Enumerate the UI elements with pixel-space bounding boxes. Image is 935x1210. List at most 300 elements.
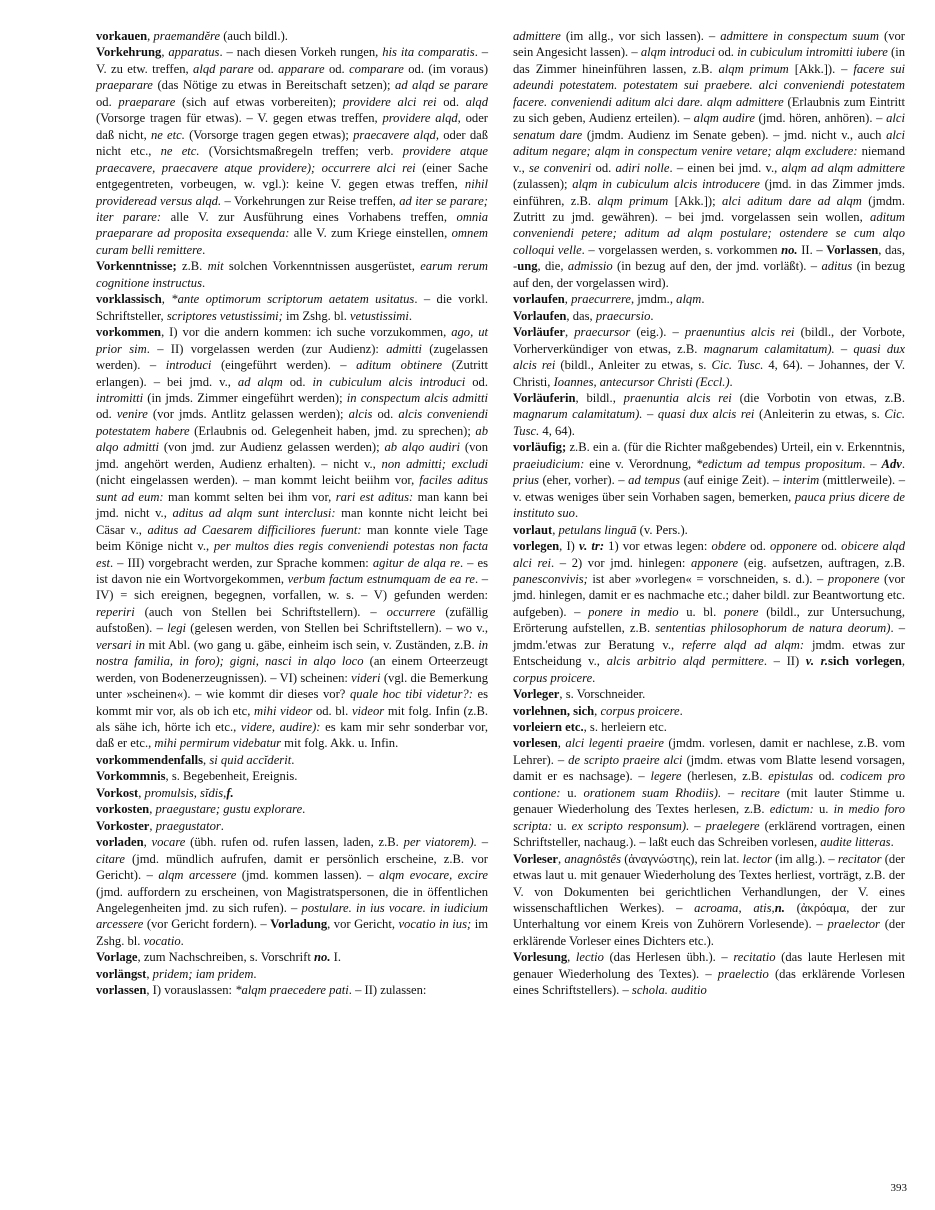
dictionary-entry xyxy=(513,308,905,324)
gloss-text: (einer Sache entgegentreten, vorbeugen, w. vgl.): keine V. gegen etwas treffen, xyxy=(96,160,489,192)
latin-text: praeiudicium: xyxy=(513,456,585,471)
headword: vorkommendenfalls xyxy=(96,752,204,767)
latin-text: mihi videor xyxy=(254,703,313,718)
gloss-text: (jmdm. Zutritt zu jmd. gewähren). – bei jmd. vorgelassen sein wollen, xyxy=(513,193,905,224)
latin-text: alci senatum dare xyxy=(513,111,905,142)
gloss-text: . – IV) = sich ereignen, begegnen, vorfallen, w. s. – V) gefunden werden: xyxy=(96,571,489,603)
headword: Vorkenntnisse; xyxy=(96,259,177,274)
latin-text: ago, ut prior sim xyxy=(96,325,488,356)
dictionary-entry xyxy=(513,324,905,390)
gloss-text: [Akk.]). – xyxy=(788,61,854,76)
latin-text: admittere xyxy=(513,29,561,43)
gloss-text: z.B. ein a. (für die Richter maßgebendes) Urteil, ein v. Erkenntnis, xyxy=(566,440,905,455)
latin-text: mit xyxy=(207,259,224,274)
gloss-text: (in das Zimmer hineinführen lassen, z.B. xyxy=(513,45,906,76)
latin-text: ad iter se parare; iter parare: xyxy=(96,193,488,224)
gloss-text: (von jmd. zur Audienz gelassen werden); xyxy=(158,440,385,455)
gloss-text: (jmd. auffordern zu erscheinen, von Magistratspersonen, die in öffentlichen Angelegenheiten jmd. zu sich rufen). – xyxy=(96,884,488,916)
gloss-text: (an einem Orteerzeugt werden, von Bodenerzeugnissen). – VI) scheinen: xyxy=(96,654,488,685)
gloss-text: (auch von Stellen bei Schriftstellern). – xyxy=(134,604,387,619)
latin-text: magnarum calamitatum). – quasi dux alcis rei xyxy=(513,407,755,422)
gloss-text: (vor Gericht fordern). – xyxy=(143,917,271,932)
gloss-text: od. xyxy=(591,160,616,175)
gloss-text: . xyxy=(202,242,206,257)
latin-text: orationem suam Rhodiis). – recitare xyxy=(583,785,780,800)
grammar-abbrev: f. xyxy=(226,785,234,800)
latin-text: pauca prius dicere de instituto suo xyxy=(513,489,905,521)
latin-text: praelectio xyxy=(717,966,769,981)
gloss-text: (jmd. hören, anhören). – xyxy=(754,111,887,126)
gloss-text: (in bezug auf den, der jmd. vorläßt). – xyxy=(612,259,822,274)
gloss-text: , xyxy=(901,654,905,669)
latin-text: aditus ad Caesarem difficiliores fuerunt: xyxy=(147,522,362,537)
latin-text: praecursio xyxy=(595,308,651,323)
headword: vorlesen xyxy=(513,736,558,751)
gloss-text: (eingeführt werden). – xyxy=(211,358,357,373)
gloss-text: . xyxy=(408,308,412,323)
gloss-text: (bildl., Anleiter zu etwas, s. xyxy=(555,358,712,373)
dictionary-entry xyxy=(96,324,488,752)
latin-text: praelector xyxy=(827,917,880,932)
gloss-text: od. xyxy=(253,61,279,76)
gloss-text: (erklärend vortragen, einen Schriftsteller, nachaug.). – laßt euch das Schreiben vorlesen, xyxy=(513,818,905,850)
dictionary-entry xyxy=(513,28,905,291)
gloss-text: I. xyxy=(330,950,341,965)
latin-text: ab alqo audiri xyxy=(384,440,461,455)
gloss-text: , xyxy=(567,950,576,965)
gloss-text: man kann bei jmd. nicht v., xyxy=(96,489,488,521)
headword: Vorladung xyxy=(270,917,328,932)
gloss-text: (vor sein Angesicht lassen). – xyxy=(513,29,905,60)
gloss-text: (die Vorbotin von etwas, z.B. xyxy=(731,390,905,405)
dictionary-entry xyxy=(96,291,488,324)
gloss-text: (sich auf etwas vorbereiten); xyxy=(175,94,343,109)
latin-text: in medio foro scripta: xyxy=(513,802,905,833)
gloss-text: , xyxy=(161,45,169,60)
gloss-text: man konnte nicht leicht bei Cäsar v., xyxy=(96,506,488,537)
latin-text: alcis xyxy=(348,407,373,422)
dictionary-entry xyxy=(513,719,905,735)
latin-text: sententias philosophorum de natura deorum) xyxy=(655,621,891,636)
latin-text: alci legenti praeire xyxy=(565,736,664,751)
latin-text: epistulas xyxy=(768,769,814,784)
left-column xyxy=(96,28,488,999)
latin-text: praenuntius alcis rei xyxy=(684,325,795,340)
gloss-text: (Vorsorge tragen gegen etwas); xyxy=(184,127,354,142)
headword: vorkommen xyxy=(96,325,162,340)
gloss-text: , xyxy=(149,802,156,817)
latin-text: praegustare; gustu explorare xyxy=(155,802,303,817)
dictionary-entry xyxy=(513,851,905,950)
gloss-text: , xyxy=(557,736,566,751)
latin-text: alqm evocare, excire xyxy=(379,868,489,883)
headword: vorkosten xyxy=(96,802,150,817)
gloss-text: alle V. zur Ausführung eines Vorhabens treffen, xyxy=(161,209,457,224)
gloss-text: . xyxy=(592,670,596,685)
headword: Vorlassen xyxy=(826,242,879,257)
gloss-text: (der etwas laut u. mit genauer Wiederholung des Textes herliest, vorträgt, z.B. der V. von Dokumenten bei gerichtlichen Verhandlungen, der V. eines wissenschaftlichen Werkes). – xyxy=(513,851,905,916)
dictionary-entry xyxy=(96,258,488,291)
gloss-text: (vgl. die Bemerkung unter »scheinen«). – wie kommt dir dieses vor? xyxy=(96,670,488,702)
gloss-text: . xyxy=(253,966,257,981)
dictionary-entry xyxy=(96,818,488,834)
latin-text: ex scripto responsum). – praelegere xyxy=(571,818,760,833)
latin-text: omnem curam belli remittere xyxy=(96,226,488,257)
gloss-text: u. xyxy=(813,802,834,817)
latin-text: obdere xyxy=(711,539,746,554)
gloss-text: man kommt selten bei ihm vor, xyxy=(163,489,336,504)
latin-text: corpus proicere xyxy=(513,670,593,685)
gloss-text: solchen Vorkenntnissen ausgerüstet, xyxy=(223,259,421,274)
gloss-text: (zufällig aufstoßen). – xyxy=(96,604,488,636)
gloss-text: . – 2) vor jmd. hinlegen: xyxy=(551,555,692,570)
gloss-text: (nicht eingelassen werden). – man kommt leicht beiihm vor, xyxy=(96,473,420,488)
gloss-text: [Akk.]); xyxy=(668,193,722,208)
gloss-text: 4, 64). xyxy=(539,423,575,438)
headword: vorläufig; xyxy=(513,440,567,455)
gloss-text: mit folg. Infin (z.B. als sähe ich, hörte ich etc., xyxy=(96,703,488,735)
gloss-text: (das Nötige zu etwas in Bereitschaft setzen); xyxy=(152,78,396,93)
gloss-text: (der erklärende Vorleser eines Dichters etc.). xyxy=(513,917,905,948)
headword: Vorkehrung xyxy=(96,45,162,60)
latin-text: referre alqd ad alqm: xyxy=(682,637,805,652)
latin-text: adiri nolle xyxy=(615,160,670,175)
latin-text: codicem pro contione: xyxy=(513,769,906,800)
latin-text: providere atque praecavere, praecavere atque providere); occurrere alci rei xyxy=(96,144,488,175)
headword: vorlaufen xyxy=(513,292,565,307)
dictionary-entry xyxy=(513,291,905,307)
gloss-text: (das Herlesen übh.). – xyxy=(603,950,734,965)
latin-text: alqm primum xyxy=(718,61,789,76)
latin-text: alqm ad alqm admittere xyxy=(781,160,905,175)
latin-text: ponere in medio xyxy=(588,604,679,619)
latin-text: non admitti; excludi xyxy=(381,456,488,471)
gloss-text: od. xyxy=(465,374,488,389)
headword: vorlegen xyxy=(513,539,560,554)
gloss-text: , xyxy=(146,966,153,981)
latin-text: vocatio in ius; xyxy=(398,917,472,932)
grammar-abbrev: Adv xyxy=(881,456,902,471)
latin-text: apparare xyxy=(278,61,325,76)
latin-text: apparatus xyxy=(168,45,220,60)
gloss-text: . xyxy=(291,752,295,767)
gloss-text: , I) vorauslassen: xyxy=(146,983,236,998)
gloss-text: . xyxy=(890,835,894,850)
gloss-text: (jmd. kommen lassen). – xyxy=(236,868,380,883)
latin-text: omnia praeparare ad proposita exsequenda: xyxy=(96,209,488,241)
latin-text: vocatio xyxy=(143,933,181,948)
gloss-text: . xyxy=(220,818,224,833)
gloss-text: man konnte viele Tage beim Könige nicht v., xyxy=(96,522,488,554)
latin-text: anagnôstês xyxy=(564,851,622,866)
latin-text: videor xyxy=(351,703,385,718)
headword: Vorlesung xyxy=(513,950,568,965)
gloss-text: eine v. Verordnung, xyxy=(584,456,697,471)
headword: vorkauen xyxy=(96,29,148,43)
gloss-text: , das, - xyxy=(513,242,905,274)
gloss-text: . xyxy=(901,456,905,471)
dictionary-entry xyxy=(96,44,488,258)
latin-text: providere alqd, xyxy=(382,111,461,126)
latin-text: videri xyxy=(351,670,381,685)
dictionary-entry xyxy=(513,390,905,439)
latin-text: lectio xyxy=(575,950,604,965)
gloss-text: es kommt mir vor, als ob ich etc, xyxy=(96,687,488,718)
latin-text: proponere xyxy=(827,571,880,586)
gloss-text: . – nach diesen Vorkeh rungen, xyxy=(219,45,383,60)
gloss-text: . – III) vorgebracht werden, zur Sprache kommen: xyxy=(110,555,373,570)
gloss-text: , xyxy=(564,292,572,307)
gloss-text: od. xyxy=(372,407,399,422)
gloss-text: (mittlerweile). – v. etwas weniges über sein Vorhaben sagen, bemerken, xyxy=(513,473,905,504)
dictionary-entry xyxy=(96,982,488,998)
latin-text: lector xyxy=(742,851,772,866)
latin-text: legi xyxy=(167,621,187,636)
gloss-text: od. (im voraus) xyxy=(403,61,489,76)
gloss-text: (jmdm. Audienz im Senate geben). – jmd. nicht v., auch xyxy=(582,127,887,142)
gloss-text: od. xyxy=(436,94,466,109)
latin-text: in conspectum alcis admitti xyxy=(346,390,488,405)
latin-text: comparare xyxy=(349,61,404,76)
latin-text: corpus proicere xyxy=(600,703,680,718)
latin-text: apponere xyxy=(691,555,739,570)
gloss-text: (eig.). – xyxy=(630,325,685,340)
latin-text: quale hoc tibi videtur?: xyxy=(349,687,473,702)
gloss-text: (vor jmds. Antlitz gelassen werden); xyxy=(147,407,349,422)
dictionary-entry xyxy=(513,703,905,719)
gloss-text: , xyxy=(558,851,565,866)
gloss-text: , vor Gericht, xyxy=(327,917,399,932)
gloss-text: (bildl., der Vorbote, Vorherverkündiger von etwas, z.B. xyxy=(513,325,906,356)
gloss-text: od. xyxy=(745,539,771,554)
headword: Vorläufer xyxy=(513,325,565,340)
gloss-text: , jmdm., xyxy=(631,292,677,307)
gloss-text: . xyxy=(302,802,306,817)
gloss-text: (jmd. in das Zimmer jmds. einführen, z.B. xyxy=(513,177,905,208)
dictionary-entry xyxy=(513,686,905,702)
gloss-text: , s. herleiern etc. xyxy=(583,720,667,735)
gloss-text: (auf einige Zeit). – xyxy=(680,473,783,488)
right-column xyxy=(513,28,905,999)
latin-text: admissio xyxy=(567,259,613,274)
gloss-text: (das laute Herlesen mit genauer Wiederholung des Textes). – xyxy=(513,950,905,981)
gloss-text: , s. Vorschneider. xyxy=(559,687,646,702)
headword: sich vorlegen xyxy=(828,654,902,669)
gloss-text: (eig. aufsetzen, auftragen, z.B. xyxy=(738,555,906,570)
gloss-text: (übh. rufen od. rufen lassen, laden, z.B. xyxy=(185,835,404,850)
latin-text: prius xyxy=(513,473,539,488)
grammar-abbrev: n. xyxy=(774,901,785,916)
latin-text: praecavere alqd, xyxy=(353,127,440,142)
gloss-text: , bildl., xyxy=(575,390,624,405)
gloss-text: . xyxy=(574,506,579,521)
latin-text: promulsis, sĭdis xyxy=(144,785,224,800)
latin-text: ne etc. xyxy=(160,144,200,159)
gloss-text: (auch bildl.). xyxy=(220,29,288,43)
gloss-text: . xyxy=(701,292,705,307)
latin-text: *alqm praecedere pati xyxy=(235,983,349,998)
gloss-text: , I) xyxy=(559,539,579,554)
grammar-abbrev: v. tr: xyxy=(579,539,605,554)
latin-text: agitur de alqa re xyxy=(372,555,460,570)
latin-text: de scripto praeire alci xyxy=(568,752,683,767)
gloss-text: . xyxy=(202,275,206,290)
gloss-text: u. bl. xyxy=(678,604,724,619)
latin-text: facere sui adeundi potestatem. potestatem sui praebere. alci conveniendi potestatem facere. conveniendi aditum alci dare. alqm admittere xyxy=(513,61,905,109)
gloss-text: od. xyxy=(324,61,350,76)
latin-text: schola. auditio xyxy=(631,983,707,998)
latin-text: opponere xyxy=(770,539,818,554)
dictionary-entry xyxy=(96,834,488,949)
latin-text: providere alci rei xyxy=(342,94,437,109)
latin-text: alci aditum dare ad alqm xyxy=(721,193,862,208)
latin-text: acroama, atis, xyxy=(694,901,775,916)
latin-text: venire xyxy=(116,407,148,422)
gloss-text: , xyxy=(203,752,210,767)
gloss-text: . – V. zu etw. treffen, xyxy=(96,45,489,76)
latin-text: his ita comparatis xyxy=(382,45,475,60)
gloss-text: im Zshg. bl. xyxy=(282,308,351,323)
latin-text: earum rerum cognitione instructus xyxy=(96,259,488,290)
gloss-text: (Erlaubnis od. Gelegenheit haben, jmd. zu sprechen); xyxy=(189,423,476,438)
latin-text: ponere xyxy=(724,604,759,619)
gloss-text: , xyxy=(565,325,575,340)
latin-text: admitti xyxy=(386,341,422,356)
latin-text: vetustissimi xyxy=(350,308,409,323)
gloss-text: (mit lauter Stimme u. genauer Wiederholung des Textes herlesen, z.B. xyxy=(513,785,905,817)
latin-text: alcis arbitrio alqd permittere xyxy=(606,654,764,669)
headword: vorlassen xyxy=(96,983,147,998)
latin-text: intromitti xyxy=(96,390,144,405)
latin-text: postulare. in ius vocare. in iudicium arcessere xyxy=(96,901,488,932)
gloss-text: , xyxy=(138,785,145,800)
latin-text: alqm arcessere xyxy=(158,868,237,883)
latin-text: per viatorem). – citare xyxy=(96,835,489,866)
gloss-text: (vor jmd. hinlegen, damit er es nachmache etc.; daher bildl. zur Beantwortung etc. aufgeben). – xyxy=(513,571,905,619)
latin-text: praenuntia alcis rei xyxy=(623,390,732,405)
gloss-text: , I) vor die andern kommen: ich suche vorzukommen, xyxy=(161,325,452,340)
headword: Vorkost xyxy=(96,785,139,800)
gloss-text: (ἀναγνώστης), rein lat. xyxy=(621,851,743,866)
latin-text: aditum obtinere xyxy=(356,358,443,373)
latin-text: alqm audire xyxy=(693,111,755,126)
latin-text: legere xyxy=(650,769,682,784)
gloss-text: (in jmds. Zimmer eingeführt werden); xyxy=(143,390,347,405)
latin-text: praeparare xyxy=(118,94,176,109)
latin-text: Ioannes, antecursor Christi (Eccl.) xyxy=(553,374,730,389)
gloss-text: 1) vor etwas legen: xyxy=(604,539,712,554)
headword: Vorlage xyxy=(96,950,138,965)
gloss-text: ist aber »vorlegen« = vorschneiden, s. d.). – xyxy=(587,571,828,586)
gloss-text: (jmdm. vorlesen, damit er nachlese, z.B. vom Lehrer). – xyxy=(513,736,905,767)
grammar-abbrev: no. xyxy=(781,242,798,257)
headword: ung xyxy=(517,259,538,274)
gloss-text: z.B. xyxy=(176,259,208,274)
gloss-text: . – vorgelassen werden, s. vorkommen xyxy=(581,242,782,257)
gloss-text: , xyxy=(143,835,152,850)
gloss-text: . – die vorkl. Schriftsteller, xyxy=(96,292,488,323)
gloss-text: , xyxy=(149,818,156,833)
gloss-text: . – II) zulassen: xyxy=(348,983,427,998)
headword: Vorleger xyxy=(513,687,560,702)
latin-text: alqd xyxy=(465,94,489,109)
latin-text: Cic. Tusc. xyxy=(711,358,764,373)
dictionary-entry xyxy=(96,768,488,784)
latin-text: per multos dies regis conveniendi potestas non facta est xyxy=(96,539,488,570)
latin-text: admittere in conspectum suum xyxy=(720,29,879,43)
gloss-text: , xyxy=(594,703,601,718)
dictionary-entry xyxy=(513,735,905,850)
latin-text: alqm xyxy=(676,292,702,307)
latin-text: si quid accĭderit xyxy=(209,752,292,767)
gloss-text: (herlesen, z.B. xyxy=(681,769,769,784)
latin-text: mihi permirum videbatur xyxy=(154,736,282,751)
gloss-text: . – II) xyxy=(763,654,806,669)
grammar-abbrev: v. r. xyxy=(805,654,829,669)
gloss-text: od. xyxy=(714,45,738,60)
gloss-text: . xyxy=(679,703,683,718)
gloss-text: od. bl. xyxy=(312,703,352,718)
latin-text: recitatio xyxy=(733,950,776,965)
latin-text: introduci xyxy=(165,358,212,373)
gloss-text: mit Abl. (wo gang u. gäbe, einheim isch sein, v. Zuständen, z.B. xyxy=(145,637,479,652)
gloss-text: (zulassen); xyxy=(513,177,573,192)
latin-text: interim xyxy=(782,473,820,488)
gloss-text: (ἀκρόαμα, der zur Unterhaltung vor einem Kreis von Zuhörern Vorlesende). – xyxy=(513,901,905,932)
latin-text: vocare xyxy=(151,835,186,850)
latin-text: audite litteras xyxy=(820,835,891,850)
gloss-text: od. xyxy=(817,539,842,554)
latin-text: praemandĕre xyxy=(153,29,221,43)
headword: Vorlaufen xyxy=(513,308,567,323)
latin-text: aditum conveniendi petere; aditum ad alqm postulare; ostendere se cum alqo colloqui velle xyxy=(513,209,905,257)
gloss-text: . – II) vorgelassen werden (zur Audienz): xyxy=(146,341,387,356)
latin-text: scriptores vetustissimi; xyxy=(166,308,283,323)
latin-text: ad tempus xyxy=(628,473,681,488)
gloss-text: (jmdm. etwas vom Blatte lesend vorsagen, damit er es nachsage). – xyxy=(513,752,905,784)
gloss-text: 4, 64). – Johannes, der V. Christi, xyxy=(513,358,906,389)
dictionary-entry xyxy=(513,949,905,998)
gloss-text: . – jmdm.'etwas zur Beratung v., xyxy=(513,621,905,652)
latin-text: ab alqo admitti xyxy=(96,423,488,455)
gloss-text: , das, xyxy=(566,308,596,323)
headword: vorlaut xyxy=(513,522,553,537)
latin-text: alqd parare xyxy=(193,61,254,76)
gloss-text: jmdm. etwas zur Entscheidung v., xyxy=(513,637,905,669)
gloss-text: od. xyxy=(96,94,119,109)
gloss-text: (eher, vorher). – xyxy=(538,473,629,488)
gloss-text: , xyxy=(552,522,559,537)
gloss-text: (Anleiterin zu etwas, s. xyxy=(754,407,885,422)
latin-text: rari est aditus: xyxy=(335,489,414,504)
gloss-text: (zugelassen werden). – xyxy=(96,341,488,373)
latin-text: se conveniri xyxy=(529,160,592,175)
dictionary-entry xyxy=(96,28,488,44)
gloss-text: oder daß nicht etc., xyxy=(96,127,489,159)
headword: vorklassisch xyxy=(96,292,162,307)
gloss-text: (Vorsorge tragen für etwas). – V. gegen etwas treffen, xyxy=(96,111,383,126)
latin-text: obicere alqd alci rei xyxy=(513,539,905,570)
headword: Vorläuferin xyxy=(513,390,576,405)
latin-text: *edictum ad tempus propositum xyxy=(696,456,863,471)
latin-text: recitator xyxy=(837,851,882,866)
dictionary-entry xyxy=(513,538,905,686)
dictionary-entry xyxy=(96,785,488,801)
latin-text: in nostra familia, in foro); gigni, nasci in alqo loco xyxy=(96,637,488,669)
gloss-text: oder daß nicht, xyxy=(96,111,489,142)
gloss-text: . – es ist davon nie ein Wortvorgekommen, xyxy=(96,555,488,586)
latin-text: occurrere xyxy=(386,604,436,619)
